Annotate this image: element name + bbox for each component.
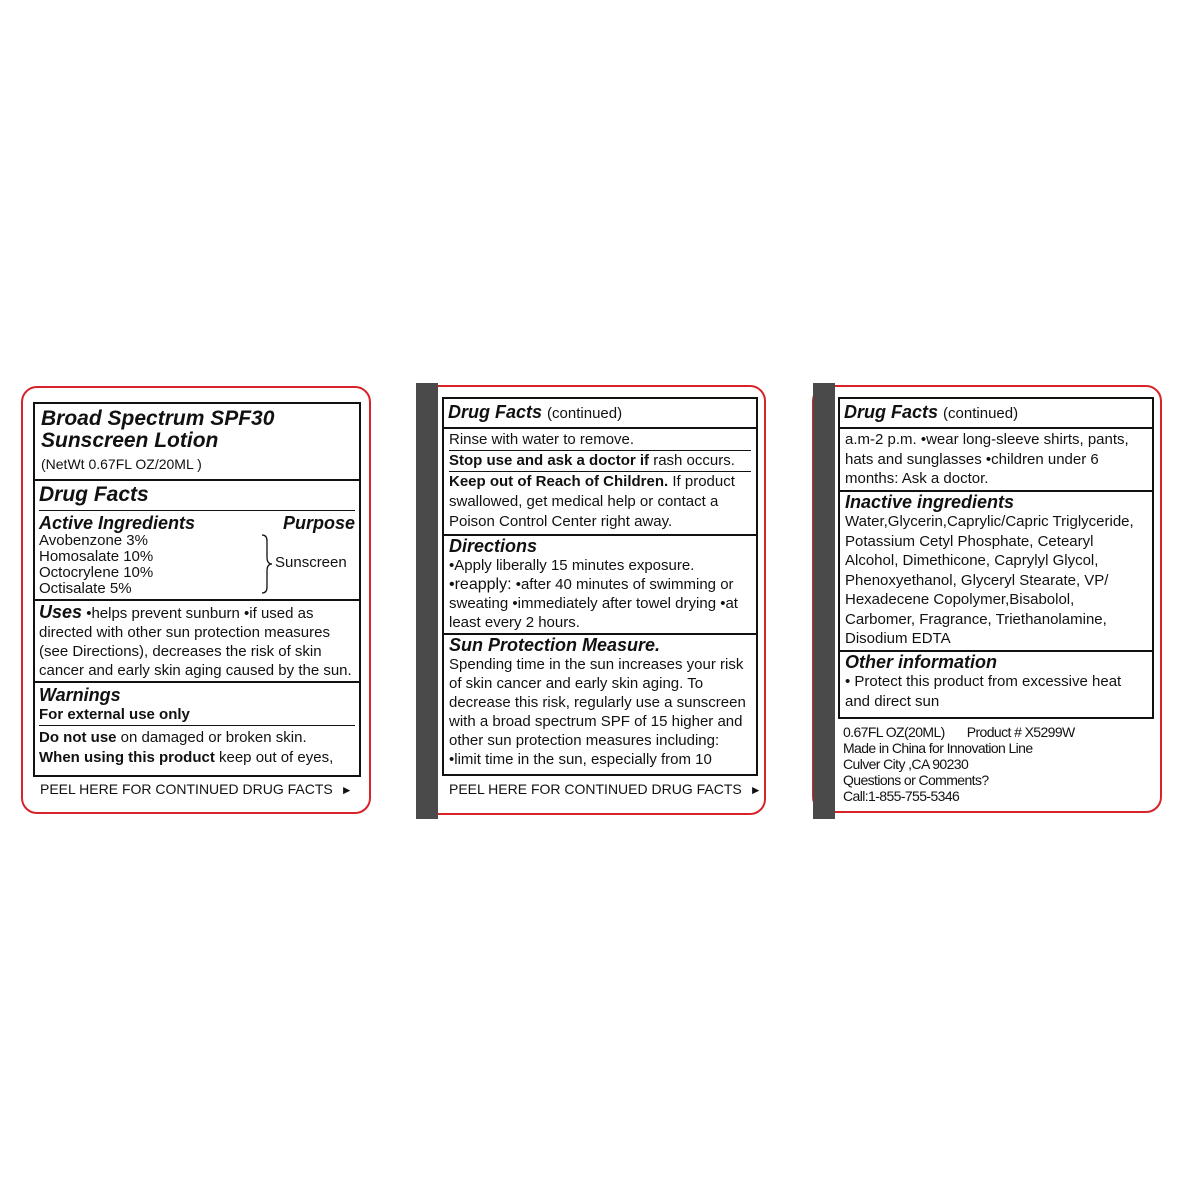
stop-use-text: rash occurs. xyxy=(649,452,735,469)
drug-facts-heading: Drug Facts xyxy=(39,483,355,511)
when-using-text: keep out of eyes, xyxy=(214,749,334,766)
do-not-use-label: Do not use xyxy=(39,729,117,746)
peel-here-text: PEEL HERE FOR CONTINUED DRUG FACTS xyxy=(40,781,333,797)
back-facts-box xyxy=(838,397,1154,719)
product-title-line1: Broad Spectrum SPF30 xyxy=(41,407,275,430)
net-weight: (NetWt 0.67FL OZ/20ML ) xyxy=(41,456,202,472)
purpose-value: Sunscreen xyxy=(275,554,347,571)
manufacturer-info xyxy=(843,724,1153,804)
sun-protection-bullet: •limit time in the sun, especially from 10 xyxy=(449,751,712,768)
warnings-heading: Warnings xyxy=(39,685,121,705)
active-ingredients-heading: Active Ingredients xyxy=(39,513,196,533)
ingredient-item: Octocrylene 10% xyxy=(39,564,154,581)
directions-reapply-text: •after 40 minutes of swimming or sweating •immediately after towel drying •at least every 2 hours. xyxy=(449,576,738,631)
inactive-ingredients-text: Water,Glycerin,Caprylic/Capric Triglyceride, Potassium Cetyl Phosphate, Cetearyl Alcohol, Dimethicone, Caprylyl Glycol, Phenoxyethanol, Glyceryl Stearate, VP/ Hexadecene Copolymer,Bisabolol, Carbomer, Fragrance, Triethanolamine, Disodium EDTA xyxy=(845,513,1134,647)
rinse-text: Rinse with water to remove. xyxy=(449,430,751,451)
drug-facts-continued-header xyxy=(444,399,756,429)
arrow-right-icon: ► xyxy=(340,783,353,797)
front-facts-box xyxy=(33,402,361,777)
phone-text: Call:1-855-755-5346 xyxy=(843,788,960,804)
continued-label: (continued) xyxy=(943,405,1019,422)
peel-here-label[interactable] xyxy=(449,781,762,797)
middle-facts-box xyxy=(442,397,758,776)
uses-heading: Uses xyxy=(39,602,83,622)
do-not-use-text: on damaged or broken skin. xyxy=(116,729,307,746)
directions-section xyxy=(444,536,756,635)
questions-text: Questions or Comments? xyxy=(843,772,989,788)
arrow-right-icon: ► xyxy=(749,783,762,797)
keep-out-text: If product swallowed, get medical help or contact a Poison Control Center right away. xyxy=(449,473,735,530)
sun-protection-section xyxy=(444,635,756,770)
external-use-text: For external use only xyxy=(39,705,355,726)
city-text: Culver City ,CA 90230 xyxy=(843,756,969,772)
drug-facts-heading: Drug Facts xyxy=(844,402,939,422)
uses-text: •helps prevent sunburn •if used as directed with other sun protection measures (see Directions), decreases the risk of skin cancer and early skin aging caused by the sun. xyxy=(39,605,352,679)
directions-continued-text: a.m-2 p.m. •wear long-sleeve shirts, pants, hats and sunglasses •children under 6 months: Ask a doctor. xyxy=(840,429,1152,492)
when-using-label: When using this product xyxy=(39,749,215,766)
other-information-section xyxy=(840,652,1152,713)
stop-use-label: Stop use and ask a doctor if xyxy=(449,452,650,469)
directions-line: •Apply liberally 15 minutes exposure. xyxy=(449,557,695,574)
keep-out-label: Keep out of Reach of Children. xyxy=(449,473,669,490)
inactive-ingredients-section xyxy=(840,492,1152,652)
other-information-heading: Other information xyxy=(845,651,997,672)
peel-here-label[interactable] xyxy=(40,781,353,797)
continued-label: (continued) xyxy=(547,405,623,422)
active-ingredients-section xyxy=(35,481,359,601)
ingredient-item: Homosalate 10% xyxy=(39,548,154,565)
peel-gutter xyxy=(813,383,835,819)
made-in-text: Made in China for Innovation Line xyxy=(843,740,1033,756)
warnings-section xyxy=(35,683,359,770)
volume-text: 0.67FL OZ(20ML) xyxy=(843,724,945,740)
other-information-text: • Protect this product from excessive heat and direct sun xyxy=(845,673,1122,710)
uses-section xyxy=(35,601,359,683)
peel-here-text: PEEL HERE FOR CONTINUED DRUG FACTS xyxy=(449,781,742,797)
warnings-continued-section xyxy=(444,429,756,536)
brace-icon xyxy=(260,533,274,595)
product-title-section xyxy=(35,404,359,481)
sun-protection-heading: Sun Protection Measure. xyxy=(449,635,661,655)
drug-facts-heading: Drug Facts xyxy=(448,402,543,422)
purpose-heading: Purpose xyxy=(282,513,355,533)
sun-protection-text: Spending time in the sun increases your risk of skin cancer and early skin aging. To decrease this risk, regularly use a sunscreen with a broad spectrum SPF of 15 higher and other sun protection measures including: xyxy=(449,656,746,749)
product-number: Product # X5299W xyxy=(966,724,1075,740)
ingredient-item: Avobenzone 3% xyxy=(39,532,148,549)
inactive-ingredients-heading: Inactive ingredients xyxy=(845,491,1015,512)
drug-facts-continued-header xyxy=(840,399,1152,429)
reapply-label: •reapply: xyxy=(449,576,512,593)
ingredient-item: Octisalate 5% xyxy=(39,580,132,597)
directions-heading: Directions xyxy=(449,536,538,556)
peel-gutter xyxy=(416,383,438,819)
product-title-line2: Sunscreen Lotion xyxy=(41,429,219,452)
